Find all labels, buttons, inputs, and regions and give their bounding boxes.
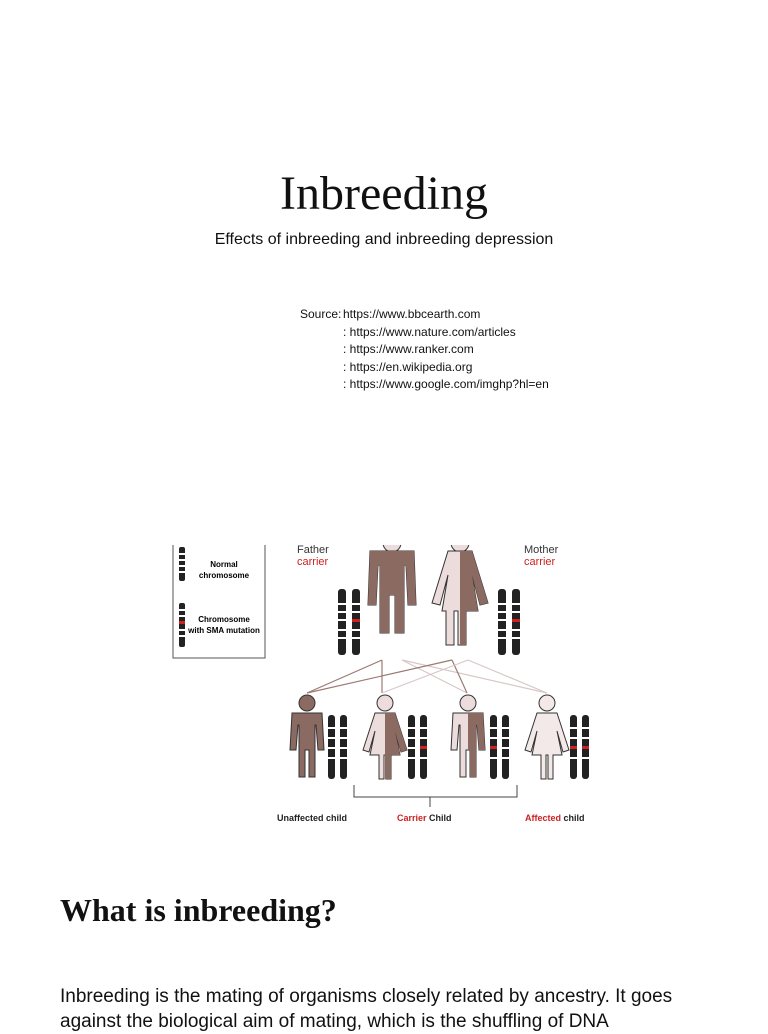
child1-chromosomes: [328, 715, 347, 779]
father-chromosome-pair: [338, 589, 360, 655]
child-unaffected-label: Unaffected child: [277, 813, 348, 823]
father-label: Father: [297, 545, 329, 556]
mother-label: Mother: [524, 545, 559, 556]
intro-paragraph: Inbreeding is the mating of organisms closely related by ancestry. It goes against the biological aim of mating, which is the shuffling of DNA: [60, 986, 673, 1032]
mother-chromosome-pair: [498, 589, 520, 655]
source-item: [300, 376, 549, 394]
sources-list: [300, 306, 549, 394]
inheritance-lines: [307, 660, 547, 693]
page-title: Inbreeding: [280, 167, 488, 220]
legend-normal-line2: chromosome: [198, 571, 250, 580]
legend-box: [173, 545, 265, 658]
source-label: Source:: [300, 307, 342, 321]
source-item: [300, 324, 549, 342]
mother-figure-icon: [432, 545, 488, 645]
child-carrier-female-figure-icon: [363, 695, 407, 779]
child-affected-female-figure-icon: [525, 695, 569, 779]
child-carrier-label: Carrier Child: [397, 813, 452, 823]
inheritance-diagram: [172, 545, 600, 830]
section-heading: What is inbreeding?: [60, 892, 337, 928]
father-status: carrier: [297, 556, 329, 568]
child-affected-label: Affected child: [525, 813, 585, 823]
child4-chromosomes: [570, 715, 589, 779]
carrier-bracket: [354, 785, 517, 807]
normal-chromosome-icon: [179, 547, 185, 581]
source-item: [300, 359, 549, 377]
source-url: : https://www.google.com/imghp?hl=en: [343, 377, 549, 391]
legend-normal-line1: Normal: [210, 560, 238, 569]
source-url: : https://en.wikipedia.org: [343, 359, 473, 374]
father-figure-icon: [368, 545, 416, 633]
mother-status: carrier: [524, 556, 556, 568]
child2-chromosomes: [408, 715, 427, 779]
source-url: https://www.bbcearth.com: [343, 307, 481, 321]
source-item: [300, 306, 549, 324]
child-carrier-male-figure-icon: [451, 695, 485, 777]
source-url: : https://www.nature.com/articles: [343, 324, 516, 339]
source-url: : https://www.ranker.com: [343, 342, 474, 356]
source-item: [300, 341, 549, 359]
mutated-chromosome-icon: [179, 603, 185, 647]
child3-chromosomes: [490, 715, 509, 779]
legend-mutation-line1: Chromosome: [198, 615, 250, 624]
page-subtitle: Effects of inbreeding and inbreeding depression: [214, 231, 554, 248]
child-unaffected-figure-icon: [290, 695, 324, 777]
legend-mutation-line2: with SMA mutation: [188, 626, 260, 635]
